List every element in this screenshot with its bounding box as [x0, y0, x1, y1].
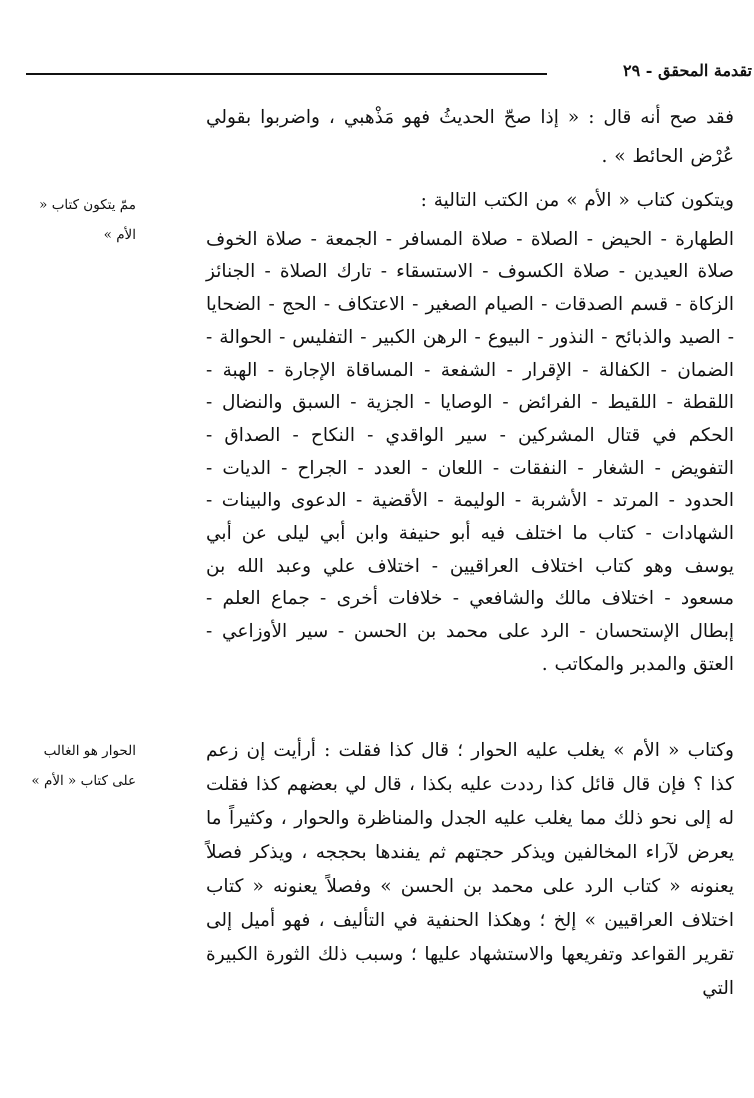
body-paragraph-2: [206, 185, 734, 682]
margin-note-1: ممّ يتكون كتاب « الأم »: [39, 197, 136, 243]
paragraph-text: فقد صح أنه قال : « إذا صحّ الحديثُ فهو مَذْهبي ، واضربوا بقولي عُرْض الحائط » .: [206, 107, 734, 167]
header-rule: [26, 73, 547, 75]
book-list: الطهارة - الحيض - الصلاة - صلاة المسافر - الجمعة - صلاة الخوف صلاة العيدين - صلاة الكسوف - الاستسقاء - تارك الصلاة - الجنائز الزكاة - قسم الصدقات - الصيام الصغير - الاعتكاف - الحج - الضحايا - الصيد والذبائح - النذور - البيوع - الرهن الكبير - التفليس - الحوالة - الضمان - الكفالة - الإقرار - الشفعة - المساقاة الإجارة - الهبة - اللقطة - اللقيط - الفرائض - الوصايا - الجزية - السبق والنضال - الحكم في قتال المشركين - سير الواقدي - النكاح - الصداق - التفويض - الشغار - النفقات - اللعان - العدد - الجراح - الديات - الحدود - المرتد - الأشربة - الوليمة - الأقضية - الدعوى والبينات - الشهادات - كتاب ما اختلف فيه أبو حنيفة وابن أبي ليلى عن أبي يوسف وهو كتاب اختلاف العراقيين - اختلاف علي وعبد الله بن مسعود - اختلاف مالك والشافعي - خلافات أخرى - جماع العلم - إبطال الإستحسان - الرد على محمد بن الحسن - سير الأوزاعي - العتق والمدبر والمكاتب .: [206, 228, 734, 675]
running-header: [26, 58, 752, 84]
paragraph-text: وكتاب « الأم » يغلب عليه الحوار ؛ قال كذا فقلت : أرأيت إن زعم كذا ؟ فإن قال قائل كذا رددت عليه بكذا ، قال لي بعضهم كذا فقلت له إلى نحو ذلك مما يغلب عليه الجدل والمناظرة والحوار ، وكثيراً ما يعرض لآراء المخالفين ويذكر حجتهم ثم يفندها بحججه ، ويذكر فصلاً يعنونه « كتاب الرد على محمد بن الحسن » وفصلاً يعنونه « كتاب اختلاف العراقيين » إلخ ؛ وهكذا الحنفية في التأليف ، فهو أميل إلى تقرير القواعد وتفريعها والاستشهاد عليها ؛ وسبب ذلك الثورة الكبيرة التي: [206, 740, 734, 999]
body-paragraph-3: [206, 734, 734, 1006]
body-paragraph-1: [206, 98, 734, 176]
margin-note-2: الحوار هو الغالب على كتاب « الأم »: [31, 743, 136, 789]
paragraph-intro: ويتكون كتاب « الأم » من الكتب التالية :: [420, 190, 734, 211]
header-title: تقدمة المحقق - ٢٩: [623, 61, 752, 80]
